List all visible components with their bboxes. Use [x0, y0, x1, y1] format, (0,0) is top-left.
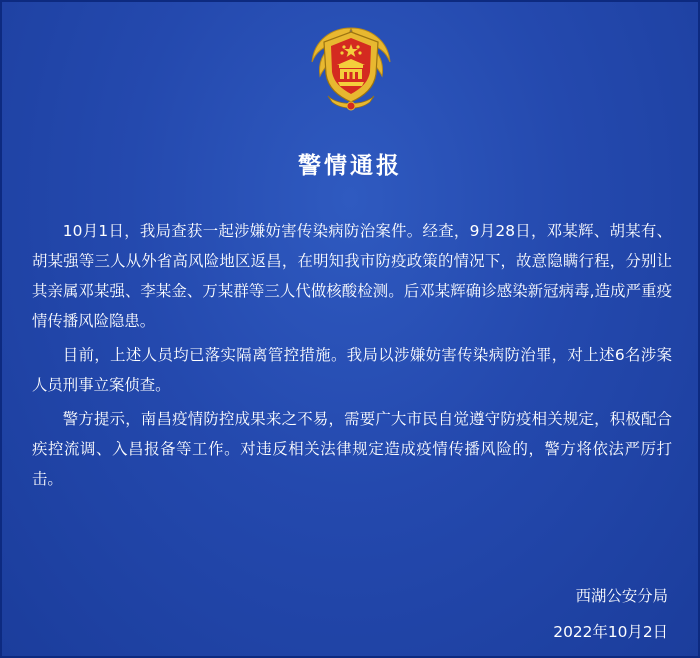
notice-title: 警情通报	[298, 153, 402, 179]
notice-body	[32, 216, 672, 498]
paragraph-measures: 目前，上述人员均已落实隔离管控措施。我局以涉嫌妨害传染病防治罪，对上述6名涉案人员刑事立案侦查。	[32, 346, 672, 394]
paragraph-case-details: 10月1日，我局查获一起涉嫌妨害传染病防治案件。经查，9月28日，邓某辉、胡某有、胡某强等三人从外省高风险地区返昌，在明知我市防疫政策的情况下，故意隐瞒行程，分别让其亲属邓某强、李某金、万某群等三人代做核酸检测。后邓某辉确诊感染新冠病毒,造成严重疫情传播风险隐患。	[32, 222, 672, 330]
issue-date: 2022年10月2日	[553, 623, 668, 641]
issuer-name: 西湖公安分局	[575, 587, 668, 605]
notice-signature	[553, 578, 668, 650]
paragraph-warning: 警方提示，南昌疫情防控成果来之不易，需要广大市民自觉遵守防疫相关规定，积极配合疾控流调、入昌报备等工作。对违反相关法律规定造成疫情传播风险的，警方将依法严厉打击。	[32, 410, 672, 488]
police-emblem-icon	[308, 22, 394, 112]
